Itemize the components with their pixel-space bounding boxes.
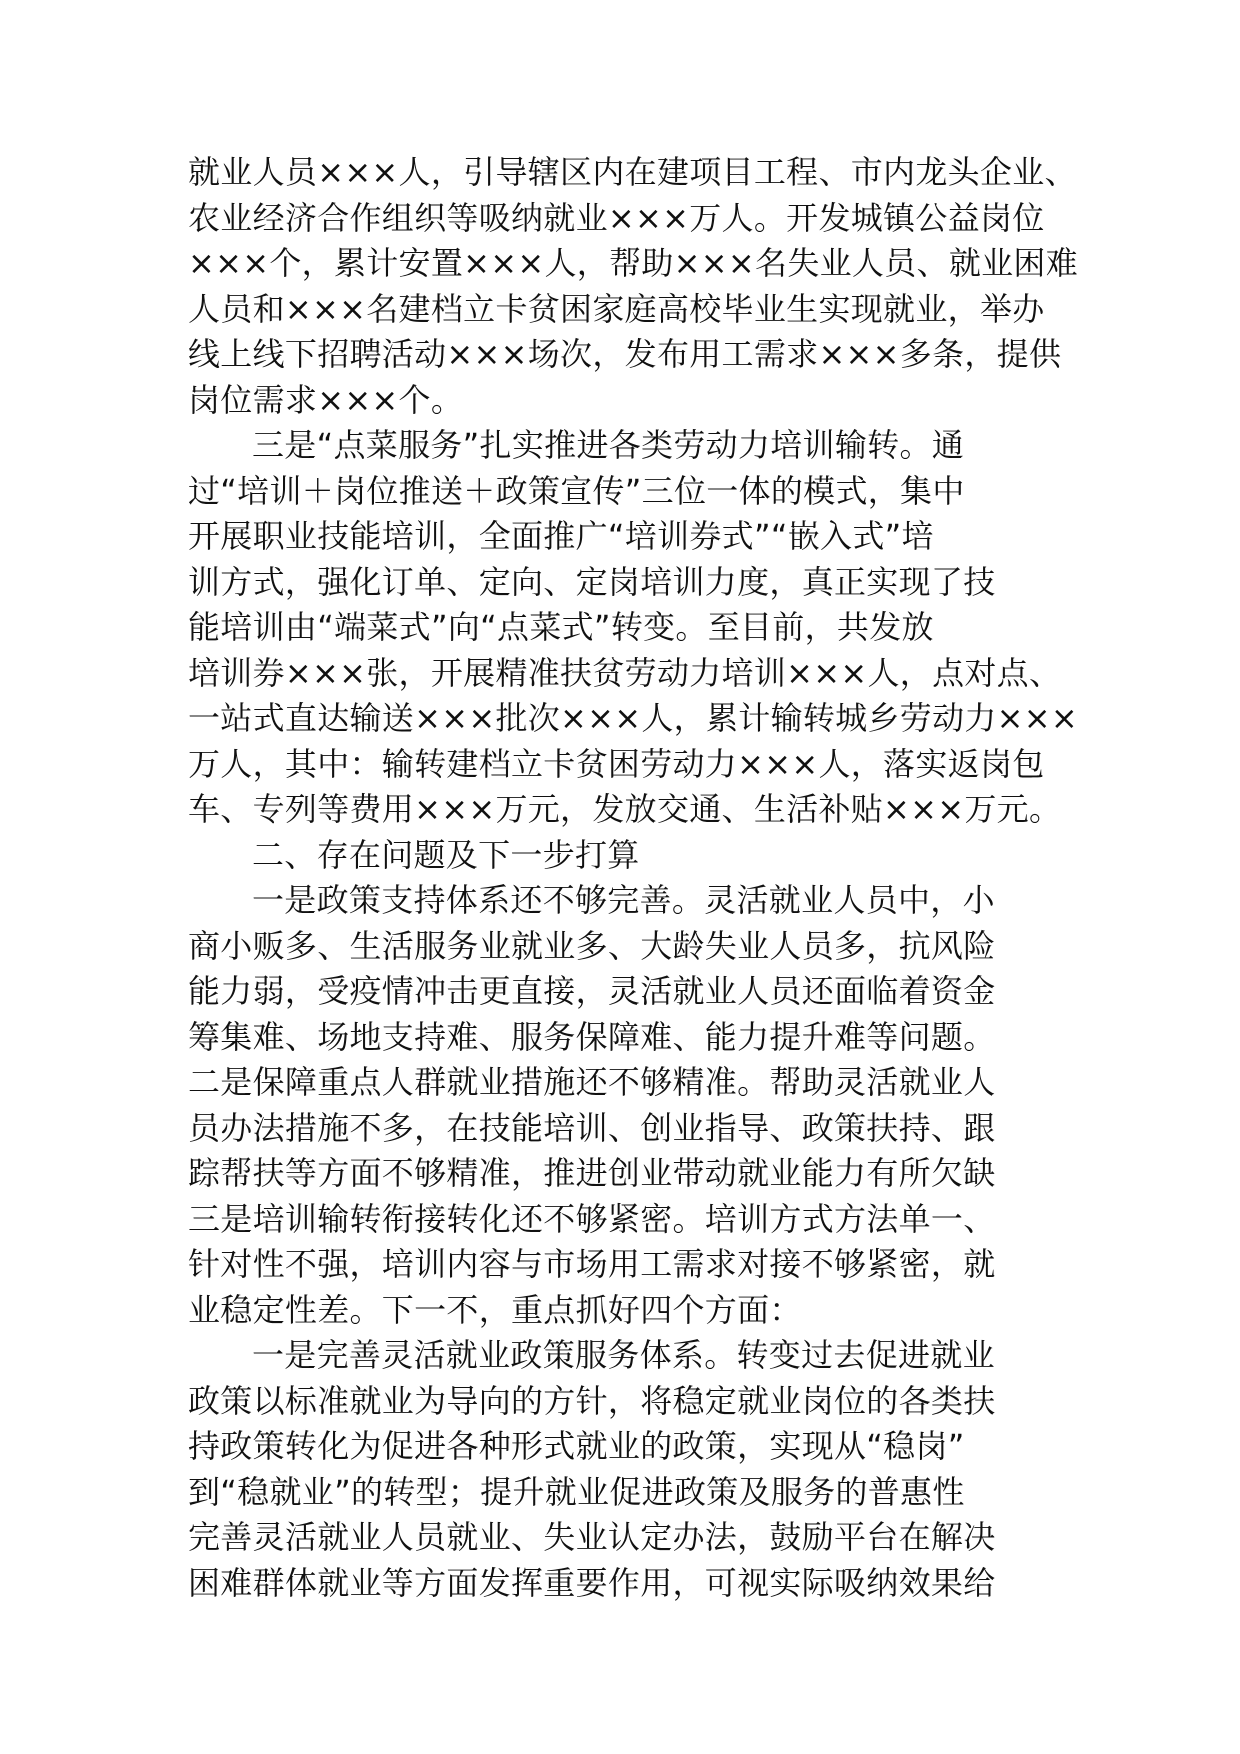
text-line: 训方式，强化订单、定向、定岗培训力度，真正实现了技 — [188, 562, 996, 601]
text-line: 业稳定性差。下一不，重点抓好四个方面： — [188, 1290, 802, 1329]
text-line: 能培训由“端菜式”向“点菜式”转变。至目前，共发放 — [188, 608, 934, 646]
text-line: 线上线下招聘活动×××场次，发布用工需求×××多条，提供 — [188, 335, 1062, 373]
text-line: 到“稳就业”的转型；提升就业促进政策及服务的普惠性 — [188, 1472, 965, 1511]
text-line: 政策以标准就业为导向的方针，将稳定就业岗位的各类扶 — [188, 1381, 996, 1420]
text-line: 踪帮扶等方面不够精准，推进创业带动就业能力有所欠缺 — [188, 1154, 996, 1192]
text-line: 三是培训输转衔接转化还不够紧密。培训方式方法单一、 — [188, 1199, 996, 1238]
text-line: 一是政策支持体系还不够完善。灵活就业人员中，小 — [252, 881, 995, 919]
text-line: 一是完善灵活就业政策服务体系。转变过去促进就业 — [252, 1336, 995, 1374]
text-line: 就业人员×××人，引导辖区内在建项目工程、市内龙头企业、 — [188, 153, 1077, 191]
text-line: 二是保障重点人群就业措施还不够精准。帮助灵活就业人 — [188, 1063, 996, 1101]
text-line: 三是“点菜服务”扎实推进各类劳动力培训输转。通 — [252, 426, 965, 464]
text-line: 人员和×××名建档立卡贫困家庭高校毕业生实现就业，举办 — [188, 289, 1045, 328]
text-line: 困难群体就业等方面发挥重要作用，可视实际吸纳效果给 — [188, 1563, 996, 1602]
text-line: 车、专列等费用×××万元，发放交通、生活补贴×××万元。 — [188, 790, 1062, 828]
text-line: 农业经济合作组织等吸纳就业×××万人。开发城镇公益岗位 — [188, 198, 1045, 237]
text-line: 万人，其中：输转建档立卡贫困劳动力×××人，落实返岗包 — [188, 744, 1045, 783]
text-line: 持政策转化为促进各种形式就业的政策，实现从“稳岗” — [188, 1427, 965, 1465]
text-line: 过“培训＋岗位推送＋政策宣传”三位一体的模式，集中 — [188, 471, 965, 510]
text-line: 商小贩多、生活服务业就业多、大龄失业人员多，抗风险 — [188, 926, 996, 965]
text-line: 筹集难、场地支持难、服务保障难、能力提升难等问题。 — [188, 1017, 996, 1056]
text-line: 针对性不强，培训内容与市场用工需求对接不够紧密，就 — [188, 1245, 996, 1283]
text-line: ×××个，累计安置×××人，帮助×××名失业人员、就业困难 — [188, 244, 1079, 282]
document-body-text — [188, 150, 1079, 1606]
text-line: 能力弱，受疫情冲击更直接，灵活就业人员还面临着资金 — [188, 972, 996, 1010]
text-line: 岗位需求×××个。 — [188, 380, 464, 419]
text-line: 二、存在问题及下一步打算 — [252, 835, 640, 874]
text-line: 开展职业技能培训，全面推广“培训券式”“嵌入式”培 — [188, 517, 934, 555]
text-line: 一站式直达输送×××批次×××人，累计输转城乡劳动力××× — [188, 699, 1079, 737]
text-line: 员办法措施不多，在技能培训、创业指导、政策扶持、跟 — [188, 1108, 996, 1147]
text-line: 培训券×××张，开展精准扶贫劳动力培训×××人，点对点、 — [188, 653, 1062, 692]
text-line: 完善灵活就业人员就业、失业认定办法，鼓励平台在解决 — [188, 1518, 996, 1556]
